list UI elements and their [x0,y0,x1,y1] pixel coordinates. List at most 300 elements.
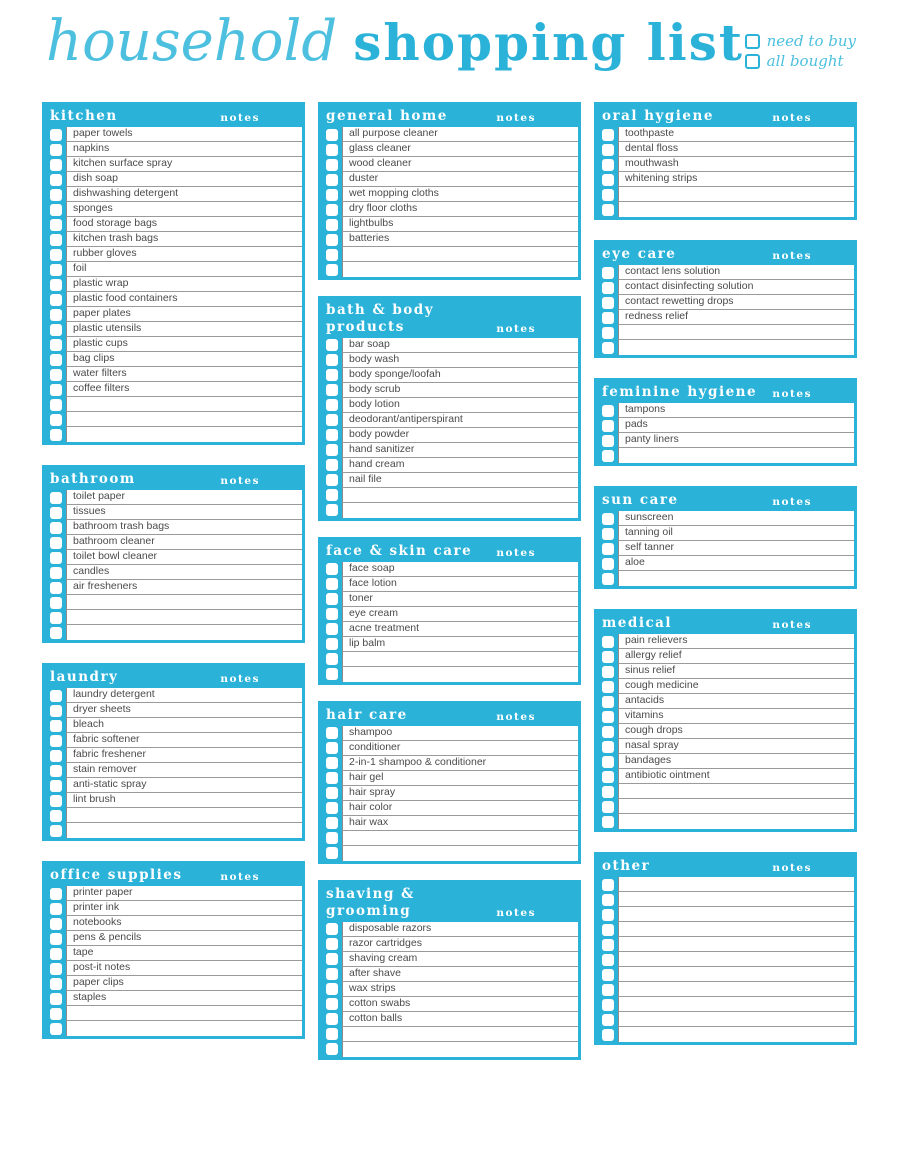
item-checkbox[interactable] [326,668,338,680]
list-item [597,127,854,142]
section-body [45,688,302,838]
section-title: feminine hygiene [602,384,758,401]
section-header-oral-hygiene [597,105,854,127]
item-checkbox[interactable] [602,999,614,1011]
item-checkbox[interactable] [50,249,62,261]
section-header-kitchen [45,105,302,127]
checkbox-cell [321,607,342,622]
checkbox-cell [45,247,66,262]
list-item [321,741,578,756]
item-checkbox[interactable] [50,1008,62,1020]
item-checkbox[interactable] [50,522,62,534]
item-label: cotton balls [342,1012,578,1027]
item-checkbox[interactable] [50,1023,62,1035]
legend [745,34,856,69]
item-checkbox[interactable] [602,327,614,339]
list-item [321,607,578,622]
item-label: paper clips [66,976,302,991]
item-checkbox[interactable] [50,354,62,366]
item-checkbox[interactable] [602,909,614,921]
item-checkbox[interactable] [602,969,614,981]
item-checkbox[interactable] [326,847,338,859]
blank-line[interactable] [66,808,302,823]
item-checkbox[interactable] [50,189,62,201]
item-label: lint brush [66,793,302,808]
empty-list-row [321,652,578,667]
checkbox-cell [45,490,66,505]
list-item [45,307,302,322]
blank-line[interactable] [618,814,854,829]
checkbox-cell [597,679,618,694]
item-checkbox[interactable] [602,879,614,891]
checkbox-cell [597,892,618,907]
item-checkbox[interactable] [326,339,338,351]
item-checkbox[interactable] [602,696,614,708]
item-checkbox[interactable] [50,978,62,990]
item-checkbox[interactable] [326,623,338,635]
checkbox-cell [597,295,618,310]
list-item [321,232,578,247]
section-medical [594,609,857,832]
item-label: bathroom cleaner [66,535,302,550]
item-checkbox[interactable] [50,174,62,186]
list-item [321,786,578,801]
page-header [0,0,900,96]
item-checkbox[interactable] [50,582,62,594]
blank-line[interactable] [342,652,578,667]
blank-line[interactable] [618,187,854,202]
item-checkbox[interactable] [50,810,62,822]
item-checkbox[interactable] [602,924,614,936]
item-checkbox[interactable] [602,435,614,447]
item-checkbox[interactable] [326,234,338,246]
section-header-general-home [321,105,578,127]
item-label: panty liners [618,433,854,448]
blank-line[interactable] [66,1021,302,1036]
checkbox-cell [45,142,66,157]
item-checkbox[interactable] [50,144,62,156]
item-checkbox[interactable] [326,802,338,814]
item-checkbox[interactable] [50,414,62,426]
list-item [45,277,302,292]
list-item [45,793,302,808]
item-checkbox[interactable] [326,489,338,501]
blank-line[interactable] [618,1012,854,1027]
item-checkbox[interactable] [50,204,62,216]
item-checkbox[interactable] [602,267,614,279]
item-checkbox[interactable] [50,429,62,441]
item-label: face soap [342,562,578,577]
item-checkbox[interactable] [326,144,338,156]
checkbox-cell [321,1012,342,1027]
item-checkbox[interactable] [50,795,62,807]
item-checkbox[interactable] [602,204,614,216]
need-to-buy-checkbox-icon[interactable] [745,34,760,49]
item-checkbox[interactable] [602,954,614,966]
checkbox-cell [45,808,66,823]
checkbox-cell [321,428,342,443]
item-checkbox[interactable] [326,414,338,426]
list-item [45,688,302,703]
blank-line[interactable] [618,1027,854,1042]
checkbox-cell [321,922,342,937]
item-checkbox[interactable] [50,780,62,792]
checkbox-cell [321,262,342,277]
item-checkbox[interactable] [326,1013,338,1025]
item-checkbox[interactable] [50,537,62,549]
item-checkbox[interactable] [326,653,338,665]
item-checkbox[interactable] [50,339,62,351]
checkbox-cell [45,991,66,1006]
blank-line[interactable] [342,1027,578,1042]
item-label: bag clips [66,352,302,367]
item-checkbox[interactable] [602,282,614,294]
item-checkbox[interactable] [50,933,62,945]
checkbox-cell [45,337,66,352]
section-title: bath & body products [326,302,435,335]
item-checkbox[interactable] [326,264,338,276]
checkbox-cell [45,580,66,595]
checkbox-cell [597,907,618,922]
item-checkbox[interactable] [602,1014,614,1026]
item-checkbox[interactable] [326,832,338,844]
blank-line[interactable] [618,907,854,922]
item-checkbox[interactable] [50,705,62,717]
item-label: bleach [66,718,302,733]
item-checkbox[interactable] [326,189,338,201]
blank-line[interactable] [66,625,302,640]
item-checkbox[interactable] [326,983,338,995]
item-checkbox[interactable] [326,159,338,171]
item-checkbox[interactable] [326,504,338,516]
item-label: contact disinfecting solution [618,280,854,295]
list-item [321,368,578,383]
list-item [321,952,578,967]
item-label: cotton swabs [342,997,578,1012]
item-checkbox[interactable] [326,968,338,980]
item-checkbox[interactable] [326,1028,338,1040]
empty-list-row [321,503,578,518]
list-item [321,353,578,368]
item-checkbox[interactable] [602,450,614,462]
checkbox-cell [321,786,342,801]
blank-line[interactable] [618,952,854,967]
item-checkbox[interactable] [602,159,614,171]
item-label: body powder [342,428,578,443]
item-checkbox[interactable] [602,801,614,813]
list-item [321,217,578,232]
checkbox-cell [45,187,66,202]
item-label: printer ink [66,901,302,916]
item-label: notebooks [66,916,302,931]
item-checkbox[interactable] [326,129,338,141]
blank-line[interactable] [618,892,854,907]
item-checkbox[interactable] [50,597,62,609]
list-item [45,142,302,157]
item-checkbox[interactable] [326,772,338,784]
all-bought-checkbox-icon[interactable] [745,54,760,69]
item-checkbox[interactable] [326,757,338,769]
item-label: shaving cream [342,952,578,967]
item-checkbox[interactable] [50,507,62,519]
checkbox-cell [597,1012,618,1027]
item-checkbox[interactable] [326,787,338,799]
item-checkbox[interactable] [602,420,614,432]
item-checkbox[interactable] [602,741,614,753]
checkbox-cell [45,307,66,322]
item-checkbox[interactable] [326,817,338,829]
checkbox-cell [321,577,342,592]
blank-line[interactable] [618,877,854,892]
item-checkbox[interactable] [50,369,62,381]
checkbox-cell [597,877,618,892]
item-checkbox[interactable] [602,144,614,156]
section-title: face & skin care [326,542,473,559]
item-checkbox[interactable] [602,816,614,828]
blank-line[interactable] [618,982,854,997]
checkbox-cell [597,1027,618,1042]
item-label: nail file [342,473,578,488]
item-checkbox[interactable] [602,939,614,951]
blank-line[interactable] [618,967,854,982]
blank-line[interactable] [342,262,578,277]
item-checkbox[interactable] [602,528,614,540]
item-checkbox[interactable] [602,174,614,186]
section-office-supplies [42,861,305,1039]
item-checkbox[interactable] [602,189,614,201]
item-checkbox[interactable] [602,513,614,525]
checkbox-cell [321,127,342,142]
checkbox-cell [597,127,618,142]
blank-line[interactable] [66,427,302,442]
list-item [45,352,302,367]
item-checkbox[interactable] [602,636,614,648]
item-checkbox[interactable] [602,1029,614,1041]
blank-line[interactable] [66,610,302,625]
item-checkbox[interactable] [50,903,62,915]
item-checkbox[interactable] [602,681,614,693]
blank-line[interactable] [342,831,578,846]
blank-line[interactable] [618,202,854,217]
item-checkbox[interactable] [50,765,62,777]
blank-line[interactable] [618,922,854,937]
checkbox-cell [45,886,66,901]
item-label: coffee filters [66,382,302,397]
item-checkbox[interactable] [602,543,614,555]
item-checkbox[interactable] [326,174,338,186]
item-checkbox[interactable] [50,948,62,960]
item-checkbox[interactable] [326,727,338,739]
list-item [45,976,302,991]
item-checkbox[interactable] [602,771,614,783]
notes-column-header: notes [496,322,536,335]
item-checkbox[interactable] [50,690,62,702]
item-checkbox[interactable] [326,384,338,396]
section-body [321,562,578,682]
list-item [321,157,578,172]
list-item [321,577,578,592]
item-checkbox[interactable] [602,297,614,309]
item-label: printer paper [66,886,302,901]
item-checkbox[interactable] [326,638,338,650]
blank-line[interactable] [618,571,854,586]
item-checkbox[interactable] [326,444,338,456]
item-checkbox[interactable] [50,612,62,624]
item-checkbox[interactable] [326,593,338,605]
item-checkbox[interactable] [326,369,338,381]
item-checkbox[interactable] [602,573,614,585]
checkbox-cell [597,157,618,172]
list-item [321,726,578,741]
item-checkbox[interactable] [50,627,62,639]
item-checkbox[interactable] [50,918,62,930]
item-checkbox[interactable] [326,578,338,590]
list-item [321,816,578,831]
item-checkbox[interactable] [326,1043,338,1055]
item-checkbox[interactable] [50,492,62,504]
legend-all-bought-label: all bought [766,52,844,70]
item-checkbox[interactable] [602,756,614,768]
item-checkbox[interactable] [602,894,614,906]
blank-line[interactable] [342,247,578,262]
item-checkbox[interactable] [50,159,62,171]
blank-line[interactable] [342,1042,578,1057]
list-item [597,649,854,664]
list-item [597,769,854,784]
item-checkbox[interactable] [50,309,62,321]
empty-list-row [597,340,854,355]
blank-line[interactable] [342,667,578,682]
list-item [45,931,302,946]
item-label: dry floor cloths [342,202,578,217]
blank-line[interactable] [618,997,854,1012]
item-checkbox[interactable] [326,354,338,366]
blank-line[interactable] [66,397,302,412]
checkbox-cell [45,520,66,535]
item-checkbox[interactable] [326,249,338,261]
item-checkbox[interactable] [50,720,62,732]
item-checkbox[interactable] [602,129,614,141]
list-item [597,157,854,172]
notes-column-header: notes [220,475,260,487]
item-checkbox[interactable] [50,993,62,1005]
blank-line[interactable] [342,846,578,861]
section-body [597,265,854,355]
checkbox-cell [45,232,66,247]
item-checkbox[interactable] [602,711,614,723]
item-checkbox[interactable] [602,312,614,324]
item-checkbox[interactable] [326,998,338,1010]
item-checkbox[interactable] [602,405,614,417]
blank-line[interactable] [618,799,854,814]
item-checkbox[interactable] [326,938,338,950]
blank-line[interactable] [618,784,854,799]
item-checkbox[interactable] [602,558,614,570]
checkbox-cell [45,763,66,778]
item-checkbox[interactable] [50,279,62,291]
item-label: lightbulbs [342,217,578,232]
item-checkbox[interactable] [50,384,62,396]
item-checkbox[interactable] [50,750,62,762]
item-label: toilet bowl cleaner [66,550,302,565]
item-checkbox[interactable] [50,324,62,336]
item-checkbox[interactable] [50,735,62,747]
list-item [321,172,578,187]
empty-list-row [597,922,854,937]
checkbox-cell [597,784,618,799]
section-body [321,127,578,277]
checkbox-cell [597,967,618,982]
item-label: deodorant/antiperspirant [342,413,578,428]
blank-line[interactable] [66,1006,302,1021]
item-checkbox[interactable] [50,963,62,975]
item-checkbox[interactable] [50,219,62,231]
section-sun-care [594,486,857,589]
checkbox-cell [321,398,342,413]
item-checkbox[interactable] [50,399,62,411]
item-checkbox[interactable] [326,923,338,935]
item-checkbox[interactable] [50,825,62,837]
blank-line[interactable] [66,823,302,838]
item-checkbox[interactable] [602,984,614,996]
list-item [45,550,302,565]
item-checkbox[interactable] [50,294,62,306]
checkbox-cell [321,622,342,637]
item-checkbox[interactable] [602,726,614,738]
item-checkbox[interactable] [602,651,614,663]
item-checkbox[interactable] [326,399,338,411]
item-checkbox[interactable] [50,888,62,900]
item-checkbox[interactable] [602,666,614,678]
item-checkbox[interactable] [326,459,338,471]
blank-line[interactable] [618,325,854,340]
item-checkbox[interactable] [326,742,338,754]
item-checkbox[interactable] [50,264,62,276]
item-checkbox[interactable] [326,474,338,486]
empty-list-row [45,808,302,823]
item-checkbox[interactable] [50,567,62,579]
list-item [321,338,578,353]
item-checkbox[interactable] [326,219,338,231]
blank-line[interactable] [342,503,578,518]
list-item [597,556,854,571]
item-checkbox[interactable] [602,786,614,798]
item-label: antacids [618,694,854,709]
item-label: hair wax [342,816,578,831]
item-checkbox[interactable] [602,342,614,354]
blank-line[interactable] [66,595,302,610]
item-checkbox[interactable] [50,129,62,141]
checkbox-cell [597,280,618,295]
section-body [321,338,578,518]
blank-line[interactable] [66,412,302,427]
item-checkbox[interactable] [326,563,338,575]
blank-line[interactable] [618,937,854,952]
item-label: plastic cups [66,337,302,352]
blank-line[interactable] [618,448,854,463]
blank-line[interactable] [618,340,854,355]
item-checkbox[interactable] [50,552,62,564]
checkbox-cell [45,217,66,232]
item-label: dental floss [618,142,854,157]
item-checkbox[interactable] [326,608,338,620]
item-checkbox[interactable] [326,429,338,441]
blank-line[interactable] [342,488,578,503]
section-title: eye care [602,246,677,263]
item-checkbox[interactable] [326,953,338,965]
item-checkbox[interactable] [326,204,338,216]
item-checkbox[interactable] [50,234,62,246]
